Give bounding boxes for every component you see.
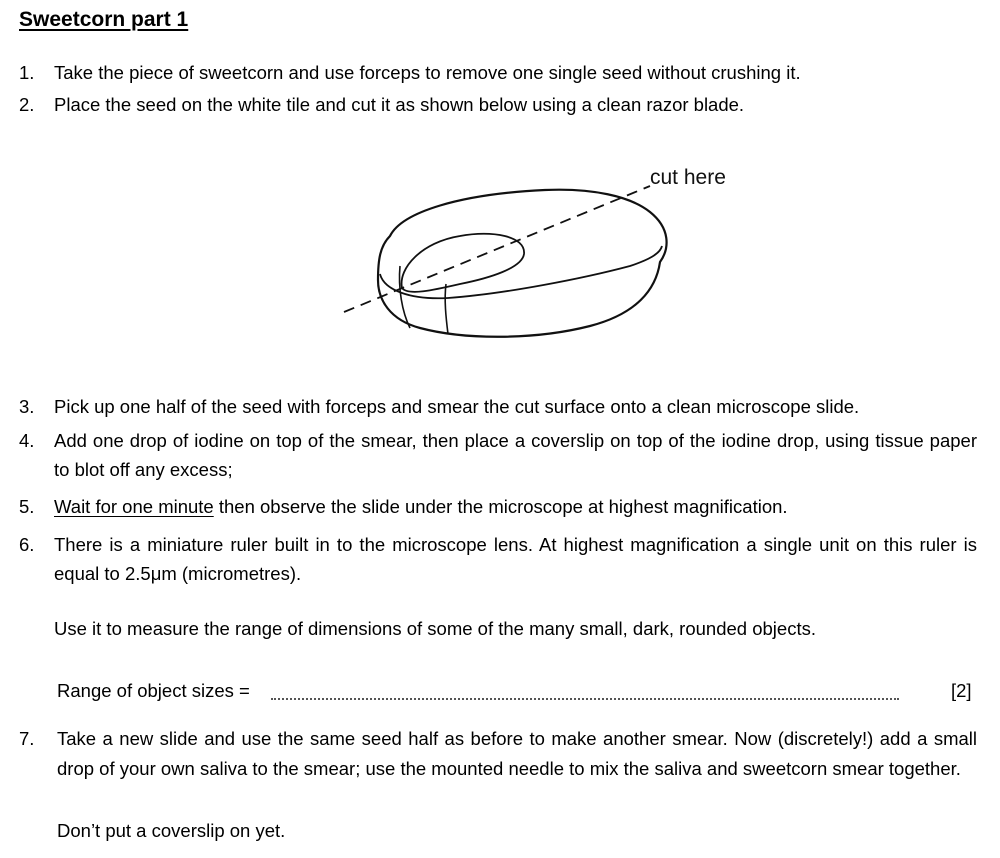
step-text: Take a new slide and use the same seed half as before to make another smear. Now (discretely!) add a small drop of your own saliva to the smear; use the mounted needle to mix the saliva and sweetcorn smear together. (57, 728, 977, 779)
step-text: Take the piece of sweetcorn and use forceps to remove one single seed without crushing it. (54, 62, 801, 83)
seed-outline (378, 190, 667, 337)
step-text: Pick up one half of the seed with forceps and smear the cut surface onto a clean microscope slide. (54, 396, 860, 417)
answer-label: Range of object sizes = (57, 680, 250, 701)
step-text: Add one drop of iodine on top of the smear, then place a coverslip on top of the iodine drop, using tissue paper to blot off any excess; (54, 430, 977, 480)
step-number: 6. (19, 534, 35, 555)
step-number: 2. (19, 94, 35, 115)
step-number: 3. (19, 396, 35, 417)
page-title: Sweetcorn part 1 (19, 8, 189, 31)
step-text: There is a miniature ruler built in to the microscope lens. At highest magnification a single unit on this ruler is equal to 2.5μm (micrometres). (54, 534, 977, 584)
measure-instruction: Use it to measure the range of dimensions of some of the many small, dark, rounded objects. (54, 618, 816, 639)
step-text (54, 492, 977, 521)
answer-line[interactable] (271, 682, 899, 700)
step-number: 5. (19, 496, 35, 517)
step-number: 1. (19, 62, 35, 83)
marks-label: [2] (951, 680, 972, 701)
seed-cut-diagram (330, 150, 750, 345)
step-number: 4. (19, 430, 35, 451)
emphasis-underline: Wait for one minute (54, 496, 214, 517)
step-text-rest: then observe the slide under the microscope at highest magnification. (213, 496, 788, 517)
cut-here-label: cut here (650, 166, 726, 189)
final-note: Don’t put a coverslip on yet. (57, 820, 286, 841)
step-text: Place the seed on the white tile and cut it as shown below using a clean razor blade. (54, 94, 745, 115)
step-number: 7. (19, 728, 35, 749)
